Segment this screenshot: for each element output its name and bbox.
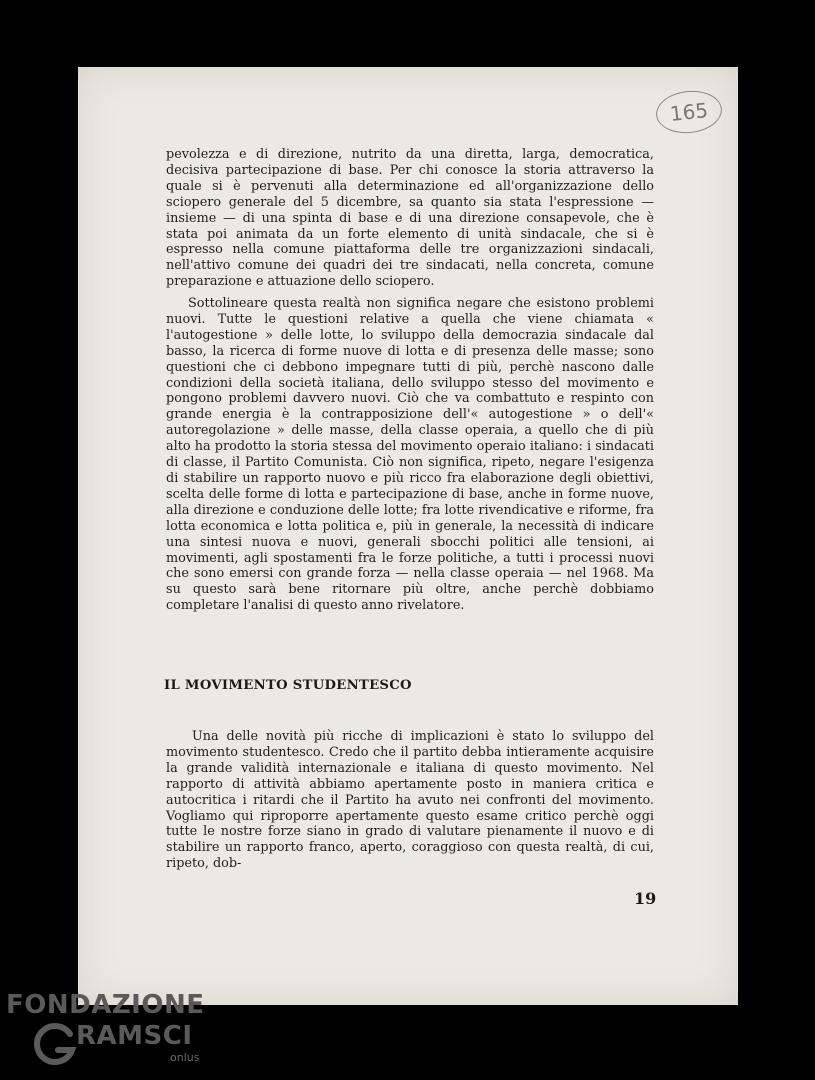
page-number: 19: [634, 889, 657, 908]
fondazione-gramsci-watermark: [6, 990, 206, 1070]
section-paragraph: Una delle novità più ricche di implicazioni è stato lo sviluppo del movimento studentesco. Credo che il partito debba intieramente acquisire la grande validità internazionale e italiana di questo movimento. Nel rapporto di attività abbiamo apertamente posto in maniera critica e autocritica i ritardi che il Partito ha avuto nei confronti del movimento. Vogliamo qui riproporre apertamente questo esame critico perchè oggi tutte le nostre forze siano in grado di valutare pienamente il nuovo e di stabilire un rapporto franco, aperto, coraggioso con questa realtà, di cui, ripeto, dob-: [166, 729, 654, 872]
g-letter-icon: [32, 1020, 80, 1068]
document-page: [78, 67, 738, 1005]
watermark-onlus: onlus: [170, 1051, 200, 1064]
watermark-line-2: RAMSCI: [76, 1021, 193, 1051]
watermark-line-1: FONDAZIONE: [6, 990, 205, 1020]
paragraph-2: Sottolineare questa realtà non significa negare che esistono problemi nuovi. Tutte le questioni relative a quella che viene chiamata « l'autogestione » delle lotte, lo sviluppo della democrazia sindacale dal basso, la ricerca di forme nuove di lotta e di presenza delle masse; sono questioni che ci debbono impegnare tutti di più, perchè nascono dalle condizioni della società italiana, dello sviluppo stesso del movimento e pongono problemi davvero nuovi. Ciò che va combattuto e respinto con grande energia è la contrapposizione dell'« autogestione » o dell'« autoregolazione » delle masse, della classe operaia, a quello che di più alto ha prodotto la storia stessa del movimento operaio italiano: i sindacati di classe, il Partito Comunista. Ciò non significa, ripeto, negare l'esigenza di stabilire un rapporto nuovo e più ricco fra elaborazione degli obiettivi, scelta delle forme di lotta e partecipazione di base, anche in forme nuove, alla direzione e conduzione delle lotte; fra lotte rivendicative e riforme, fra lotta economica e lotta politica e, più in generale, la necessità di indicare una sintesi nuova e nuovi, generali sbocchi politici alle tensioni, ai movimenti, agli spostamenti fra le forze politiche, a tutti i processi nuovi che sono emersi con grande forza — nella classe operaia — nel 1968. Ma su questo sarà bene ritornare più oltre, anche perchè dobbiamo completare l'analisi di questo anno rivelatore.: [166, 296, 654, 614]
paragraph-1: pevolezza e di direzione, nutrito da una diretta, larga, democratica, decisiva partecipazione di base. Per chi conosce la storia attraverso la quale si è pervenuti alla determinazione ed all'organizzazione dello sciopero generale del 5 dicembre, sa quanto sia stata l'espressione — insieme — di una spinta di base e di una direzione consapevole, che è stata poi animata da un forte elemento di unità sindacale, che si è espresso nella comune piattaforma delle tre organizzazioni sindacali, nell'attivo comune dei quadri dei tre sindacati, nella concreta, comune preparazione e attuazione dello sciopero.: [166, 147, 654, 290]
archive-number-stamp: 165: [654, 88, 724, 137]
section-heading: IL MOVIMENTO STUDENTESCO: [164, 678, 412, 693]
